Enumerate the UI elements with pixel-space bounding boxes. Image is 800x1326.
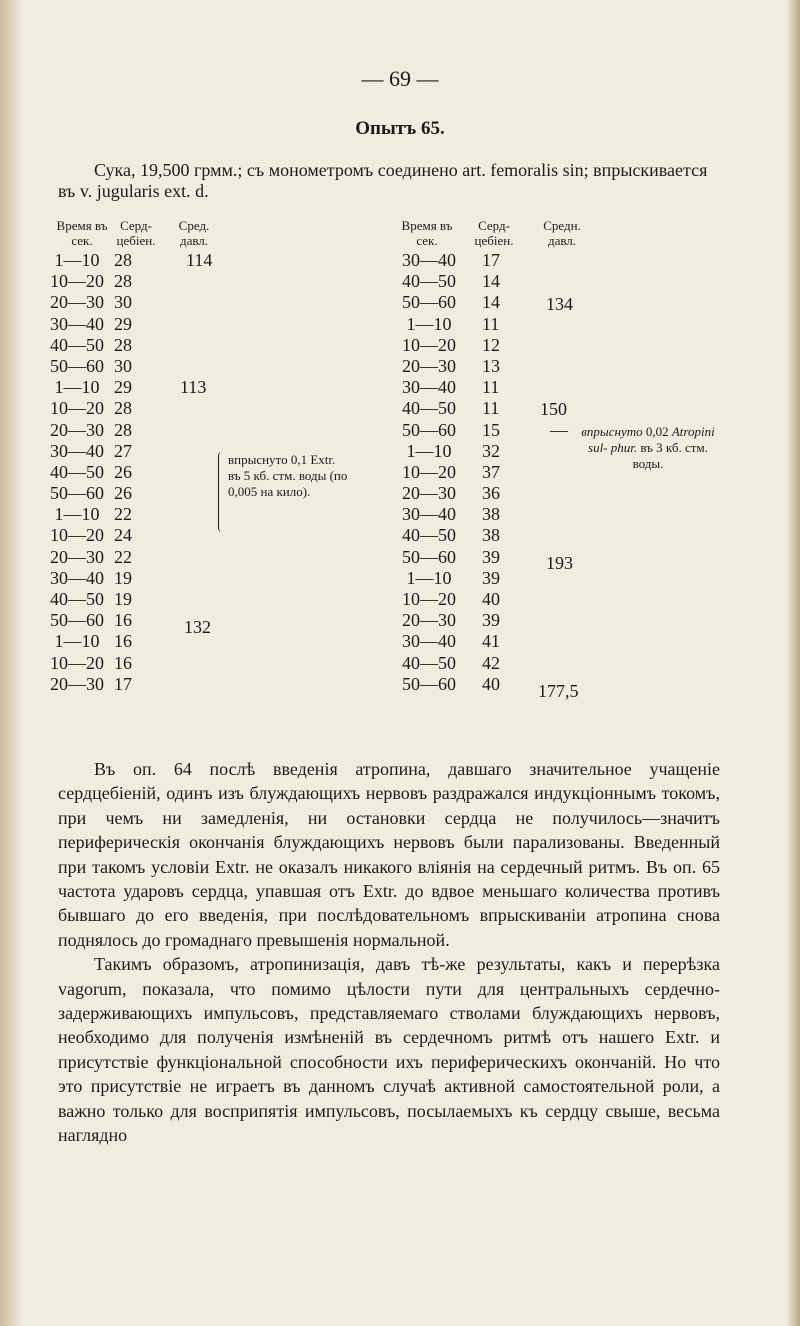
right-time-cell: 40—50 [402,271,456,292]
right-time-cell: 30—40 [402,504,456,525]
left-heart-cell: 28 [114,250,132,270]
right-heart-cell: 14 [482,271,500,292]
left-time-cell: 10—20 [50,652,104,673]
right-time-cell: 40—50 [402,398,456,419]
left-time-cell: 20—30 [50,419,104,440]
right-time-column [396,250,462,695]
right-injection-note [580,424,716,472]
left-heart-cell: 24 [114,525,132,546]
left-time-cell: 50—60 [50,483,104,504]
left-time-cell: 30—40 [50,567,104,588]
right-heart-cell: 13 [482,355,500,376]
right-heart-cell: 40 [482,589,500,609]
experiment-intro: Сука, 19,500 грмм.; съ монометромъ соединено art. femoralis sin; впрыскивается въ v. jugularis ext. d. [58,160,708,201]
paragraph-1: Въ оп. 64 послѣ введенія атропина, давшаго значительное учащеніе сердцебіеній, одинъ изъ блуждающихъ нервовъ раздражался индукціоннымъ токомъ, при чемъ ни замедленія, ни остановки сердца не получилось—значитъ периферическія окончанія блуждающихъ нервовъ были парализованы. Введенный при такомъ условіи Extr. не оказалъ никакого вліянія на сердечный ритмъ. Въ оп. 65 частота ударовъ сердца, упавшая отъ Extr. до вдвое меньшаго количества противъ бывшаго до его введенія, при послѣдовательномъ впрыскиваніи атропина снова поднялось до громаднаго превышенія нормальной. [58,759,720,950]
left-time-cell: 20—30 [50,673,104,694]
left-heart-cell: 19 [114,589,132,609]
right-pressure-value: 150 [540,399,567,419]
right-header-pressure: Средн. давл. [543,218,581,248]
injection-dash: — [550,420,568,440]
left-heart-cell: 26 [114,461,132,482]
page-edge-right [786,0,800,1326]
right-time-cell: 10—20 [402,334,456,355]
right-heart-cell: 11 [482,398,500,419]
left-heart-cell: 28 [114,334,132,355]
left-time-cell: 50—60 [50,610,104,631]
left-heart-cell: 16 [114,631,132,652]
left-time-cell: 1—10 [54,377,100,398]
right-header-heart: Серд- цебіен. [474,218,514,248]
right-heart-cell: 11 [482,313,500,334]
left-heart-cell: 28 [114,398,132,419]
right-time-cell: 50—60 [402,419,456,440]
right-pressure-value: 177,5 [538,681,579,701]
left-time-cell: 1—10 [54,631,100,652]
right-heart-cell: 15 [482,419,500,440]
right-heart-cell: 41 [482,631,500,652]
left-time-cell: 1—10 [54,504,100,525]
left-time-cell: 20—30 [50,546,104,567]
left-time-cell: 50—60 [50,355,104,376]
left-heart-cell: 17 [114,673,132,694]
right-heart-cell: 40 [482,673,500,694]
right-heart-cell: 32 [482,440,500,461]
left-pressure-value: 113 [180,377,207,397]
right-heart-cell: 12 [482,334,500,355]
left-time-cell: 10—20 [50,271,104,292]
note-rest: въ 3 кб. стм. воды. [632,440,708,471]
right-time-cell: 20—30 [402,355,456,376]
right-heart-cell: 11 [482,377,500,398]
right-time-cell: 20—30 [402,483,456,504]
right-time-cell: 1—10 [406,440,452,461]
right-time-cell: 50—60 [402,546,456,567]
page-edge-left [0,0,22,1326]
left-heart-cell: 29 [114,377,132,398]
left-header-pressure: Сред. давл. [178,218,210,248]
right-time-cell: 30—40 [402,250,456,270]
right-time-cell: 1—10 [406,567,452,588]
right-time-cell: 30—40 [402,377,456,398]
right-heart-cell: 36 [482,483,500,504]
page-number: — 69 — [361,66,439,91]
right-time-cell: 10—20 [402,461,456,482]
right-heart-cell: 38 [482,525,500,546]
right-pressure-value: 193 [546,553,573,573]
left-time-cell: 10—20 [50,525,104,546]
left-header-heart: Серд- цебіен. [116,218,156,248]
left-time-cell: 40—50 [50,334,104,355]
left-heart-cell: 28 [114,419,132,440]
experiment-title: Опытъ 65. [355,118,445,139]
left-time-column [44,250,110,695]
right-time-cell: 50—60 [402,292,456,313]
right-time-cell: 10—20 [402,589,456,609]
left-heart-cell: 30 [114,292,132,313]
right-heart-column [482,250,522,695]
left-heart-cell: 26 [114,483,132,504]
right-heart-cell: 39 [482,567,500,588]
left-header-time: Время въ сек. [56,218,108,248]
right-heart-cell: 38 [482,504,500,525]
left-heart-cell: 29 [114,313,132,334]
left-time-cell: 40—50 [50,589,104,609]
right-heart-cell: 37 [482,461,500,482]
right-time-cell: 40—50 [402,525,456,546]
left-time-cell: 20—30 [50,292,104,313]
right-heart-cell: 14 [482,292,500,313]
body-text [58,757,720,1148]
note-drug: Atropini sul- phur. [588,424,715,455]
left-time-cell: 30—40 [50,313,104,334]
right-heart-cell: 39 [482,610,500,631]
left-heart-cell: 16 [114,610,132,631]
paragraph-2: Такимъ образомъ, атропинизація, давъ тѣ-же результаты, какъ и перерѣзка vagorum, показала, что помимо цѣлости пути для центральныхъ сердечно-задерживающихъ импульсовъ, представляемаго стволами блуждающихъ нервовъ, необходимо для полученія измѣненій въ сердечномъ ритмѣ отъ нашего Extr. и присутствіе функціональной способности ихъ периферическихъ окончаній. Но что это присутствіе не играетъ въ данномъ случаѣ активной самостоятельной роли, а важно только для восприпятія импульсовъ, посылаемыхъ къ сердцу свыше, весьма наглядно [58,954,720,1146]
right-pressure-value: 134 [546,294,573,314]
right-heart-cell: 17 [482,250,500,270]
left-time-cell: 40—50 [50,461,104,482]
left-heart-cell: 16 [114,652,132,673]
right-heart-cell: 39 [482,546,500,567]
left-pressure-value: 114 [186,250,213,270]
right-time-cell: 40—50 [402,652,456,673]
left-injection-note: впрыснуто 0,1 Extr. въ 5 кб. стм. воды (по 0,005 на кило). [228,452,348,499]
left-time-cell: 10—20 [50,398,104,419]
left-time-cell: 1—10 [54,250,100,270]
right-time-cell: 1—10 [406,313,452,334]
right-time-cell: 30—40 [402,631,456,652]
left-heart-cell: 30 [114,355,132,376]
left-heart-cell: 27 [114,440,132,461]
left-heart-cell: 22 [114,546,132,567]
left-time-cell: 30—40 [50,440,104,461]
right-heart-cell: 42 [482,652,500,673]
note-dose: 0,02 [642,424,669,439]
note-italic: впрыснуто [581,424,643,439]
left-heart-cell: 19 [114,567,132,588]
right-time-cell: 20—30 [402,610,456,631]
right-header-time: Время въ сек. [401,218,453,248]
left-heart-cell: 28 [114,271,132,292]
right-time-cell: 50—60 [402,673,456,694]
left-heart-cell: 22 [114,504,132,525]
injection-brace [218,452,225,532]
left-pressure-value: 132 [184,617,211,637]
left-heart-column [114,250,154,695]
